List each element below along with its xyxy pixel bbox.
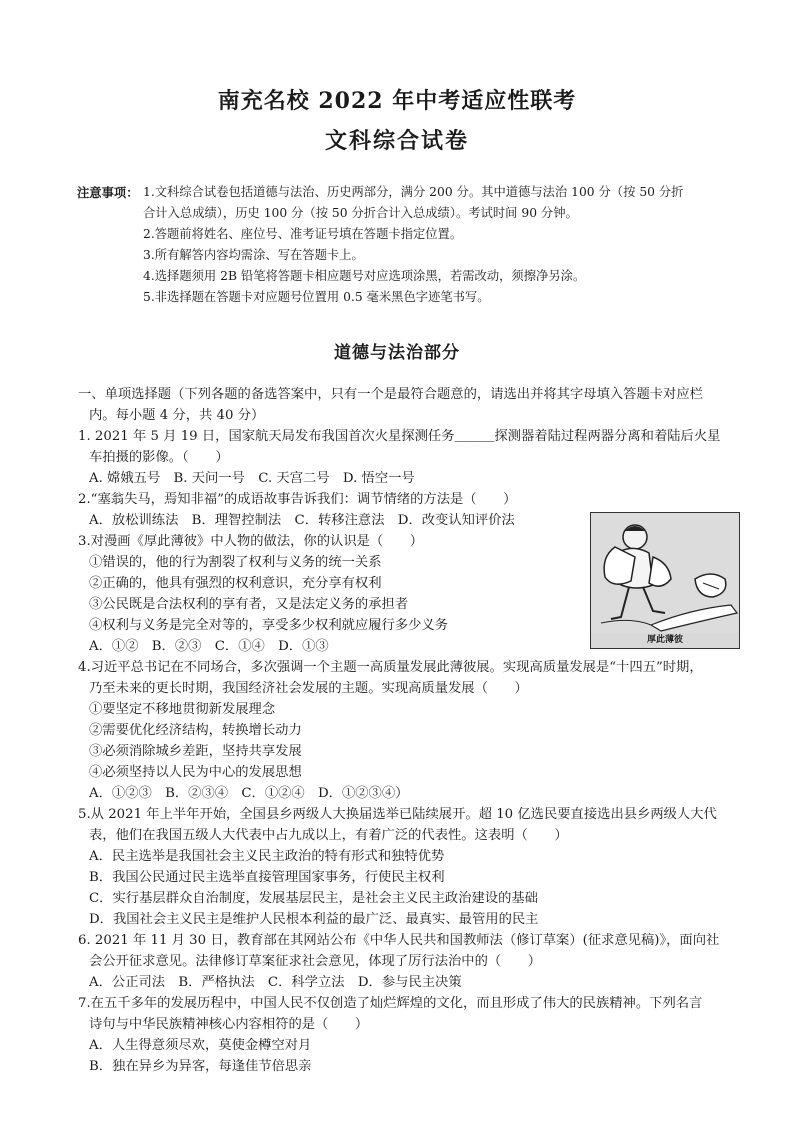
question-3-statement: ④权利与义务是完全对等的，享受多少权利就应履行多少义务 bbox=[89, 618, 449, 633]
question-5: 5.从 2021 年上半年开始，全国县乡两级人大换届选举已陆续展开。超 10 亿选民要直接选出县乡两级人大代 bbox=[78, 807, 717, 822]
question-3: 3.对漫画《厚此薄彼》中人物的做法，你的认识是（ ） bbox=[78, 534, 424, 549]
note-line: 1.文科综合试卷包括道德与法治、历史两部分，满分 200 分。其中道德与法治 100 分（按 50 分折 bbox=[143, 185, 684, 199]
note-line: 4.选择题须用 2B 铅笔将答题卡相应题号对应选项涂黑，若需改动，须擦净另涂。 bbox=[143, 269, 586, 283]
question-6: 6. 2021 年 11 月 30 日，教育部在其网站公布《中华人民共和国教师法（修订草案）(征求意见稿)》，面向社 bbox=[78, 933, 720, 948]
question-3-statement: ①错误的，他的行为割裂了权利与义务的统一关系 bbox=[89, 555, 382, 570]
notes-label: 注意事项： bbox=[77, 185, 139, 200]
question-4-statement: ④必须坚持以人民为中心的发展思想 bbox=[89, 765, 302, 780]
note-line: 5.非选择题在答题卡对应题号位置用 0.5 毫米黑色字迹笔书写。 bbox=[143, 290, 490, 304]
question-5-option-a: A．民主选举是我国社会主义民主政治的特有形式和独特优势 bbox=[89, 849, 445, 864]
question-4-cont: 乃至未来的更长时期，我国经济社会发展的主题。实现高质量发展（ ） bbox=[89, 681, 528, 696]
question-4-statement: ③必须消除城乡差距，坚持共享发展 bbox=[89, 744, 302, 759]
part-heading-cont: 内。每小题 4 分，共 40 分） bbox=[89, 408, 265, 423]
question-7: 7.在五千多年的发展历程中，中国人民不仅创造了灿烂辉煌的文化，而且形成了伟大的民族精神。下列名言 bbox=[78, 996, 703, 1011]
question-6-cont: 会公开征求意见。法律修订草案征求社会意见，体现了厉行法治中的（ ） bbox=[89, 954, 542, 969]
question-3-statement: ②正确的，他具有强烈的权利意识，充分享有权利 bbox=[89, 576, 382, 591]
question-6-options: A．公正司法 B．严格执法 C．科学立法 D．参与民主决策 bbox=[89, 975, 462, 990]
exam-title: 南充名校 2022 年中考适应性联考 bbox=[217, 88, 577, 114]
questions bbox=[78, 384, 748, 1077]
question-5-option-b: B．我国公民通过民主选举直接管理国家事务，行使民主权利 bbox=[89, 870, 445, 885]
cartoon-image bbox=[590, 512, 740, 649]
question-1: 1. 2021 年 5 月 19 日，国家航天局发布我国首次火星探测任务＿＿＿探测器着陆过程两器分离和着陆后火星 bbox=[78, 429, 721, 444]
question-3-options: A．①② B．②③ C．①④ D．①③ bbox=[89, 639, 329, 654]
exam-subtitle: 文科综合试卷 bbox=[324, 128, 469, 154]
question-2-options: A．放松训练法 B．理智控制法 C．转移注意法 D．改变认知评价法 bbox=[89, 513, 515, 528]
question-1-options: A. 嫦娥五号 B. 天问一号 C. 天宫二号 D. 悟空一号 bbox=[89, 471, 415, 486]
question-7-cont: 诗句与中华民族精神核心内容相符的是（ ） bbox=[89, 1017, 369, 1032]
question-2: 2.“塞翁失马，焉知非福”的成语故事告诉我们：调节情绪的方法是（ ） bbox=[78, 492, 517, 507]
question-7-option-a: A．人生得意须尽欢，莫使金樽空对月 bbox=[89, 1038, 312, 1053]
question-1-cont: 车拍摄的影像。（ ） bbox=[89, 450, 229, 465]
question-4-statement: ②需要优化经济结构，转换增长动力 bbox=[89, 723, 302, 738]
question-5-option-c: C．实行基层群众自治制度，发展基层民主，是社会主义民主政治建设的基础 bbox=[89, 891, 538, 906]
question-5-cont: 表，他们在我国五级人大代表中占九成以上，有着广泛的代表性。这表明（ ） bbox=[89, 828, 568, 843]
question-4-options: A．①②③ B．②③④ C．①②④ D．①②③④） bbox=[89, 786, 409, 801]
notes-block bbox=[77, 182, 742, 308]
question-5-option-d: D．我国社会主义民主是维护人民根本利益的最广泛、最真实、最管用的民主 bbox=[89, 912, 539, 927]
note-line: 3.所有解答内容均需涂、写在答题卡上。 bbox=[143, 248, 364, 262]
question-7-option-b: B．独在异乡为异客，每逢佳节倍思亲 bbox=[89, 1059, 312, 1074]
notes-body bbox=[143, 182, 742, 308]
question-3-statement: ③公民既是合法权利的享有者，又是法定义务的承担者 bbox=[89, 597, 409, 612]
section-title: 道德与法治部分 bbox=[334, 343, 460, 363]
cartoon-drawing bbox=[591, 513, 739, 633]
question-4-statement: ①要坚定不移地贯彻新发展理念 bbox=[89, 702, 276, 717]
cartoon-caption: 厚此薄彼 bbox=[646, 635, 683, 645]
note-line: 2.答题前将姓名、座位号、准考证号填在答题卡指定位置。 bbox=[143, 227, 463, 241]
question-4: 4.习近平总书记在不同场合，多次强调一个主题一高质量发展此薄彼展。实现高质量发展是“十四五”时期， bbox=[78, 660, 703, 675]
part-heading: 一、单项选择题（下列各题的备选答案中，只有一个是最符合题意的，请选出并将其字母填入答题卡对应栏 bbox=[78, 387, 703, 402]
note-line: 合计入总成绩），历史 100 分（按 50 分折合计入总成绩）。考试时间 90 分钟。 bbox=[143, 206, 578, 220]
